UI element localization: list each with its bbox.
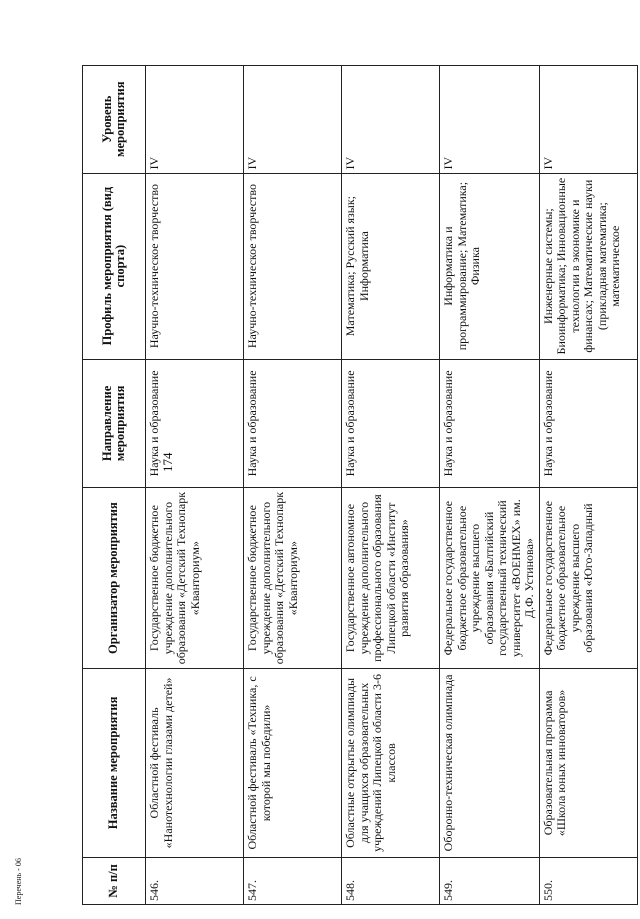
row-organizer: Государственное автономное учреждение дополнительного профессионального образования Липецкой области «Институт развития образования» xyxy=(342,488,440,669)
row-direction: Наука и образование xyxy=(244,359,342,487)
header-direction: Направление мероприятия xyxy=(83,359,146,487)
row-level: IV xyxy=(539,66,637,174)
table-header-row xyxy=(83,66,146,905)
row-event-name: Образовательная программа «Школа юных инноваторов» xyxy=(539,669,637,858)
row-event-name: Областной фестиваль «Техника, с которой мы победили» xyxy=(244,669,342,858)
header-profile: Профиль мероприятия (вид спорта) xyxy=(83,173,146,359)
row-direction: Наука и образование xyxy=(539,359,637,487)
row-level: IV xyxy=(244,66,342,174)
row-level: IV xyxy=(146,66,244,174)
row-profile: Информатика и программирование; Математика; Физика xyxy=(440,173,540,359)
row-event-name: Областные открытые олимпиады для учащихся образовательных учреждений Липецкой области 3-6 классов xyxy=(342,669,440,858)
row-direction: Наука и образование xyxy=(342,359,440,487)
table-row xyxy=(440,66,540,905)
row-number: 548. xyxy=(342,857,440,904)
row-profile: Инженерные системы; Биоинформатика; Инновационные технологии в экономике и финансах; Математические науки (прикладная математика; математическое xyxy=(539,173,637,359)
events-table xyxy=(82,65,638,905)
row-event-name: Оборонно-техническая олимпиада xyxy=(440,669,540,858)
table-row xyxy=(244,66,342,905)
header-event-name: Название мероприятия xyxy=(83,669,146,858)
row-direction: Наука и образование xyxy=(146,359,244,487)
row-level: IV xyxy=(440,66,540,174)
table-row xyxy=(342,66,440,905)
row-direction: Наука и образование xyxy=(440,359,540,487)
row-event-name: Областной фестиваль «Нанотехнологии глазами детей» xyxy=(146,669,244,858)
row-organizer: Федеральное государственное бюджетное образовательное учреждение высшего образования «Юго-Западный xyxy=(539,488,637,669)
row-number: 550. xyxy=(539,857,637,904)
row-profile: Научно-техническое творчество xyxy=(244,173,342,359)
row-number: 547. xyxy=(244,857,342,904)
row-number: 546. xyxy=(146,857,244,904)
document-sheet xyxy=(82,65,622,905)
header-number: № п/п xyxy=(83,857,146,904)
row-organizer: Государственное бюджетное учреждение дополнительного образования «Детский Технопарк «Кванториум» xyxy=(244,488,342,669)
table-row xyxy=(539,66,637,905)
row-profile: Научно-техническое творчество xyxy=(146,173,244,359)
row-profile: Математика; Русский язык; Информатика xyxy=(342,173,440,359)
row-organizer: Федеральное государственное бюджетное образовательное учреждение высшего образования «Балтийский государственный технический университет «ВОЕНМЕХ» им. Д.Ф. Устинова» xyxy=(440,488,540,669)
header-level: Уровень мероприятия xyxy=(83,66,146,174)
row-organizer: Государственное бюджетное учреждение дополнительного образования «Детский Технопарк «Кванториум» xyxy=(146,488,244,669)
table-row xyxy=(146,66,244,905)
footer-label: Перечень - 06 xyxy=(14,858,23,905)
header-organizer: Организатор мероприятия xyxy=(83,488,146,669)
row-level: IV xyxy=(342,66,440,174)
row-number: 549. xyxy=(440,857,540,904)
page-number: 174 xyxy=(160,452,175,472)
